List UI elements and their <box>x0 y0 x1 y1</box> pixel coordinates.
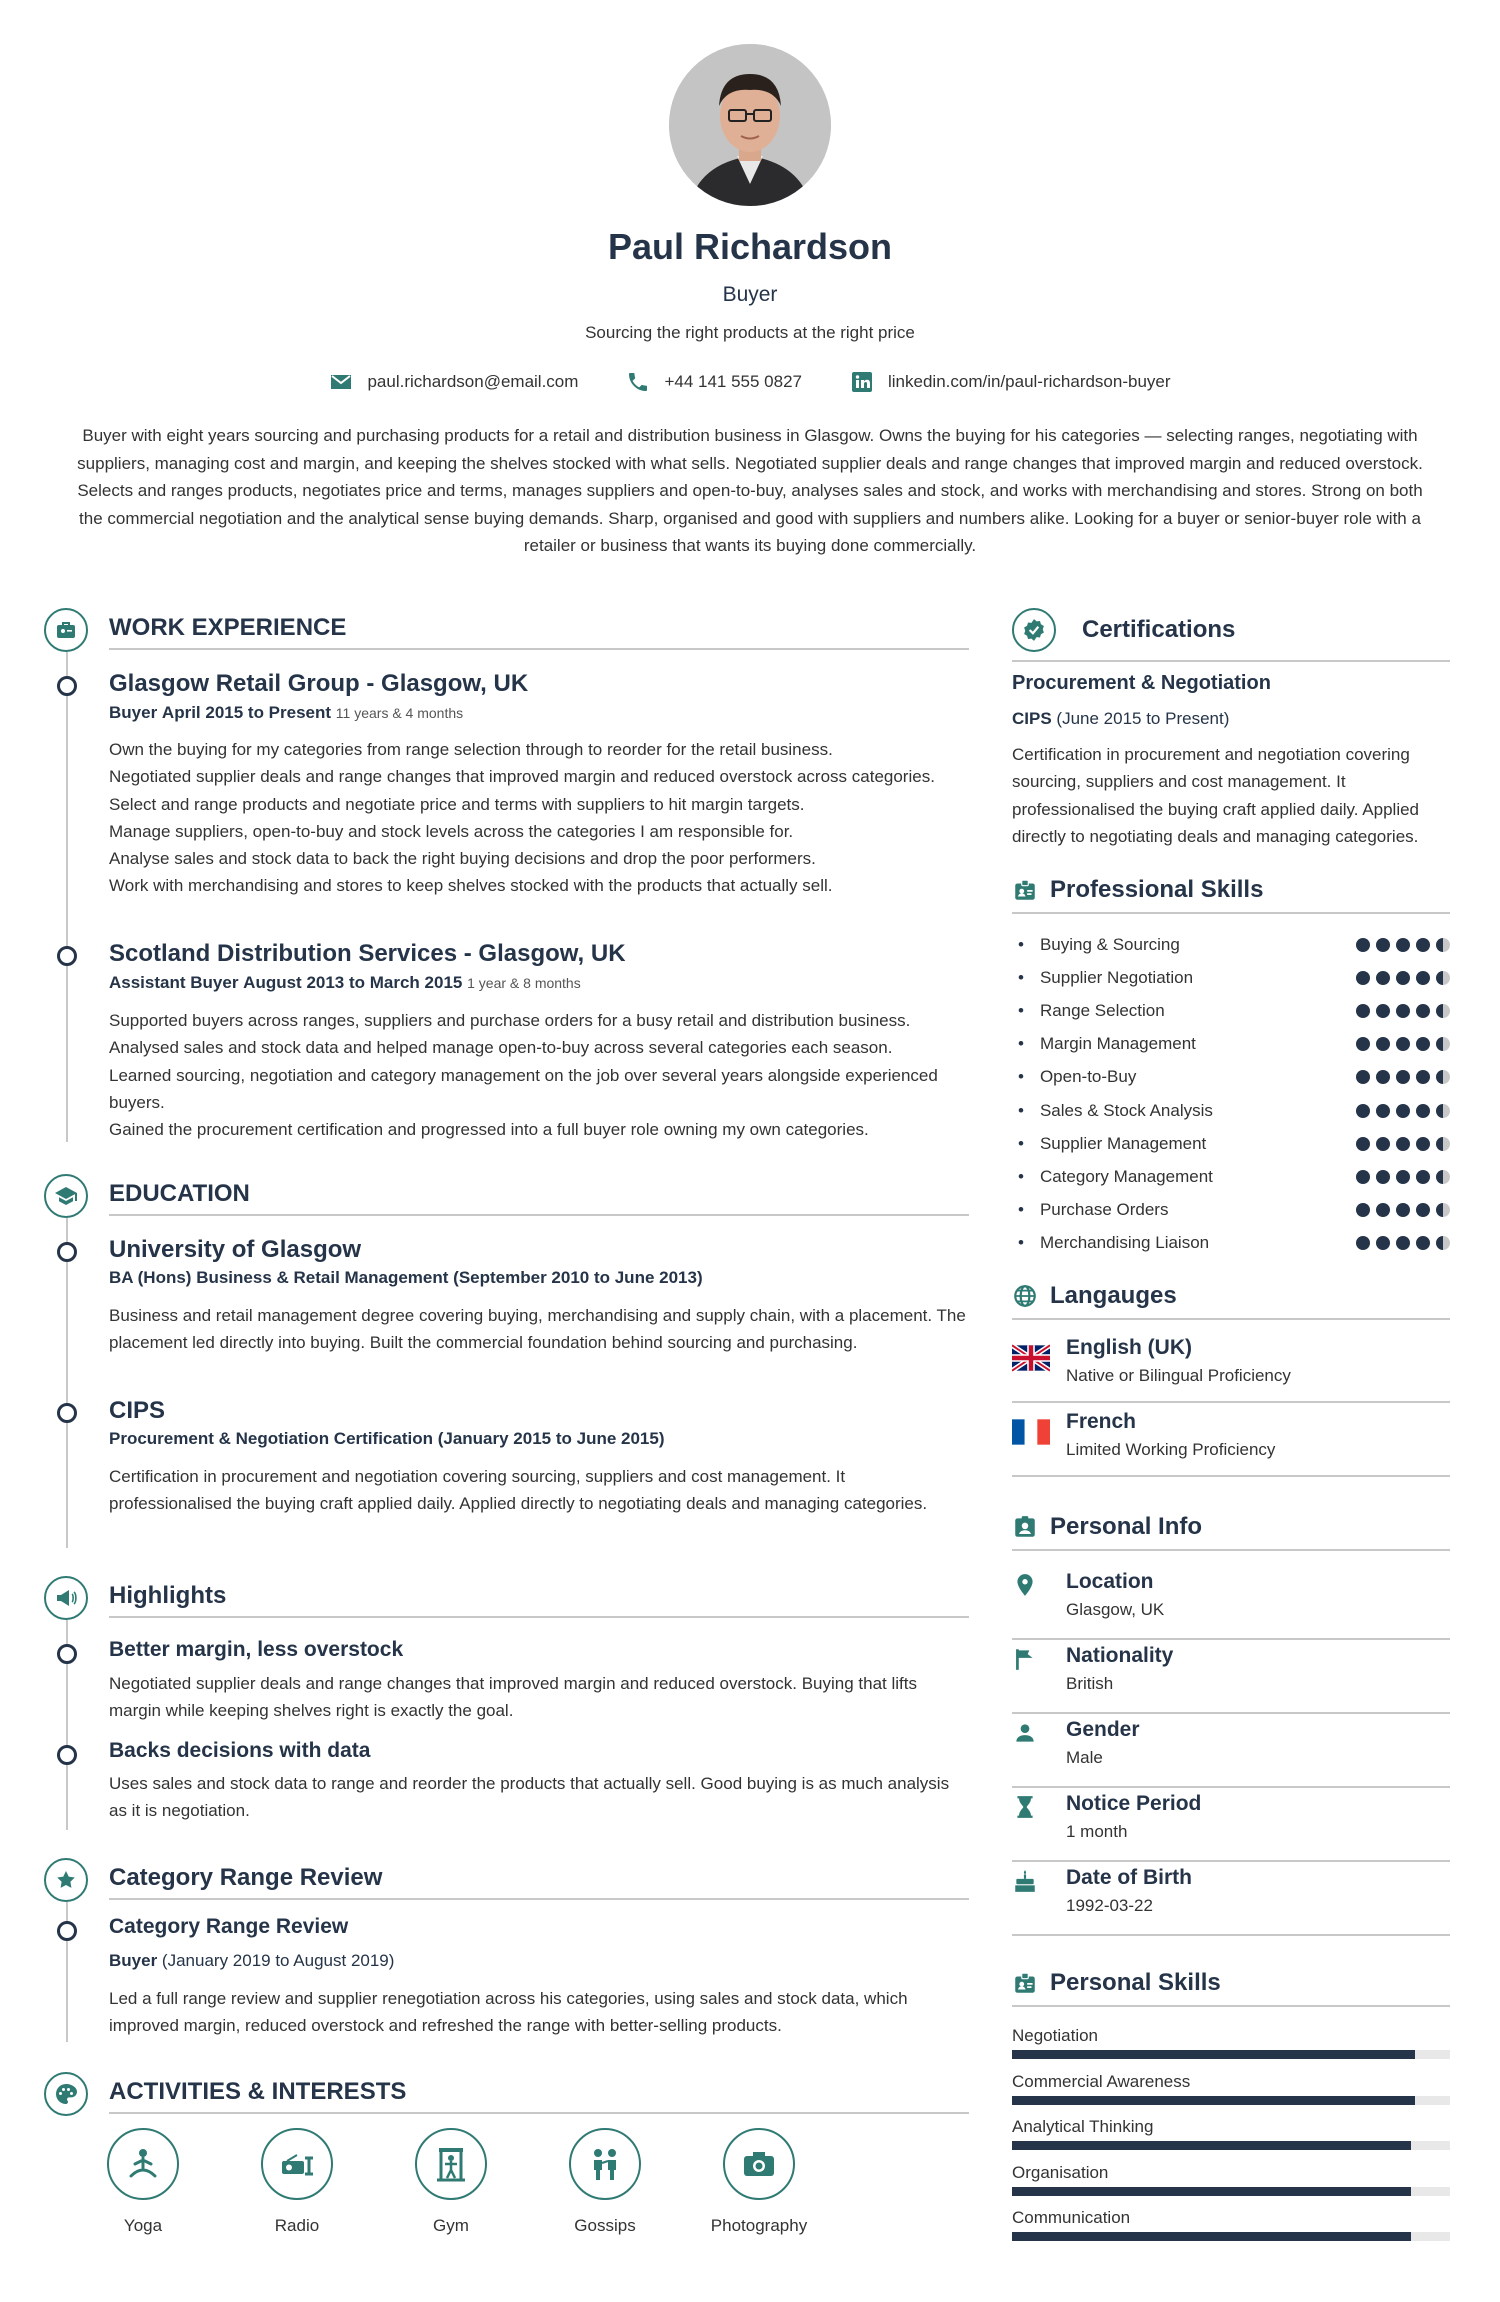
activity-icon-circle <box>415 2128 487 2200</box>
personal-info-label: Date of Birth <box>1066 1866 1192 1889</box>
project-title: Category Range Review <box>109 1915 349 1938</box>
activity-label: Yoga <box>123 2216 163 2235</box>
certification-body: Certification in procurement and negotiation covering sourcing, suppliers and cost management. It professionalised the buying craft applied daily. Applied directly to negotiating deals and managing categories. <box>1012 745 1420 846</box>
rating-dot <box>1356 1137 1370 1151</box>
tagline: Sourcing the right products at the right price <box>585 323 915 342</box>
activity-icon-circle <box>723 2128 795 2200</box>
certification-item <box>1012 672 1452 850</box>
job-position: Buyer <box>109 703 158 722</box>
skill-label: • Open-to-Buy <box>1018 1067 1136 1087</box>
contact-card-icon <box>1012 1514 1038 1540</box>
job-line: Work with merchandising and stores to keep shelves stocked with the products that actually sell. <box>109 876 833 896</box>
rating-dot <box>1396 938 1410 952</box>
job-line: Supported buyers across ranges, suppliers and purchase orders for a busy retail and distribution business. <box>109 1011 911 1030</box>
personal-info-value: Male <box>1066 1748 1103 1767</box>
personal-info-text <box>1066 1644 1173 1694</box>
rating-dot <box>1416 971 1430 985</box>
skill-label: • Margin Management <box>1018 1034 1196 1054</box>
professional-skill-item <box>1018 1094 1450 1127</box>
professional-skill-item <box>1018 1160 1450 1193</box>
activity-item <box>528 2128 682 2236</box>
rating-dot <box>1416 1104 1430 1118</box>
rating-dot <box>1396 1170 1410 1184</box>
rating-dot <box>1356 938 1370 952</box>
contact-bar <box>0 370 1500 394</box>
rating-dot <box>1416 1137 1430 1151</box>
degree-name: BA (Hons) Business & Retail Management <box>109 1268 449 1287</box>
activity-icon-circle <box>261 2128 333 2200</box>
personal-skill-bar <box>1012 2232 1450 2241</box>
rating-dot <box>1396 1070 1410 1084</box>
rating-dot <box>1436 1037 1450 1051</box>
languages-title-text: Langauges <box>1050 1282 1177 1309</box>
personal-info-text <box>1066 1792 1201 1842</box>
camera-icon <box>739 2144 779 2184</box>
job-line: Negotiated supplier deals and range changes that improved margin and reduced overstock across categories. <box>109 767 935 787</box>
candidate-name: Paul Richardson <box>607 226 893 267</box>
professional-skill-item <box>1018 994 1450 1027</box>
language-level: Native or Bilingual Proficiency <box>1066 1366 1291 1385</box>
professional-skills-title-text: Professional Skills <box>1050 876 1264 903</box>
rating-dot <box>1376 1070 1390 1084</box>
gym-icon <box>431 2144 471 2184</box>
timeline-dot <box>57 1644 77 1664</box>
personal-skill-bar <box>1012 2141 1450 2150</box>
rating-dot <box>1376 1037 1390 1051</box>
rating-dot <box>1396 971 1410 985</box>
timeline-dot <box>57 1921 77 1941</box>
linkedin-icon <box>850 370 874 394</box>
highlights-section-icon <box>44 1576 88 1620</box>
professional-skill-item <box>1018 961 1450 994</box>
skill-label: • Sales & Stock Analysis <box>1018 1101 1213 1121</box>
personal-skill-bar-fill <box>1012 2232 1411 2241</box>
personal-info-value: 1992-03-22 <box>1066 1896 1153 1915</box>
language-text <box>1066 1410 1275 1460</box>
project-section-icon <box>44 1858 88 1902</box>
rating-dot <box>1436 1170 1450 1184</box>
personal-skill-item <box>1012 2072 1450 2105</box>
highlights-section-title: Highlights <box>109 1582 969 1618</box>
rating-dot <box>1356 1104 1370 1118</box>
rating-dot <box>1416 1203 1430 1217</box>
personal-skills-title-text: Personal Skills <box>1050 1969 1221 1996</box>
cake-icon <box>1012 1868 1038 1894</box>
candidate-role: Buyer <box>722 283 778 306</box>
personal-info-section-title <box>1012 1513 1450 1551</box>
certification-name: Procurement & Negotiation <box>1012 672 1271 694</box>
rating-dot <box>1356 971 1370 985</box>
france-flag <box>1012 1418 1050 1446</box>
degree-dates: (September 2010 to June 2013) <box>453 1268 703 1287</box>
personal-skill-bar <box>1012 2096 1450 2105</box>
personal-skill-label: Analytical Thinking <box>1012 2117 1154 2136</box>
job-line: Own the buying for my categories from range selection through to reorder for the retail business. <box>109 740 833 759</box>
education-section-title: EDUCATION <box>109 1180 969 1216</box>
personal-info-label: Notice Period <box>1066 1792 1202 1815</box>
rating-dot <box>1436 938 1450 952</box>
job-line: Analyse sales and stock data to back the right buying decisions and drop the poor performers. <box>109 849 816 869</box>
rating-dot <box>1436 1070 1450 1084</box>
skill-rating <box>1356 938 1450 952</box>
job-description <box>109 736 969 900</box>
project-meta <box>109 1951 969 1971</box>
skill-label: • Purchase Orders <box>1018 1200 1168 1220</box>
timeline-dot <box>57 1242 77 1262</box>
rating-dot <box>1356 1170 1370 1184</box>
id-badge-icon <box>1012 877 1038 903</box>
highlight-title: Backs decisions with data <box>109 1739 371 1762</box>
personal-skill-item <box>1012 2163 1450 2196</box>
job-dates: April 2015 to Present <box>161 703 332 722</box>
personal-skill-label: Negotiation <box>1012 2026 1099 2045</box>
work-timeline <box>66 652 68 1142</box>
rating-dot <box>1436 1137 1450 1151</box>
job-duration: 11 years & 4 months <box>335 705 464 721</box>
phone-contact[interactable] <box>626 370 802 394</box>
professional-skills-section-title <box>1012 876 1450 914</box>
highlight-body: Negotiated supplier deals and range changes that improved margin and reduced overstock. Buying that lifts margin while keeping shelves right is exactly the goal. <box>109 1674 917 1721</box>
email-contact[interactable] <box>329 370 578 394</box>
personal-info-text <box>1066 1718 1140 1768</box>
skill-rating <box>1356 1104 1450 1118</box>
rating-dot <box>1356 1236 1370 1250</box>
skill-rating <box>1356 971 1450 985</box>
activity-label: Gossips <box>574 2216 636 2235</box>
activities-list <box>66 2128 836 2236</box>
personal-info-value: Glasgow, UK <box>1066 1600 1165 1619</box>
hourglass-icon <box>1012 1794 1038 1820</box>
skill-rating <box>1356 1170 1450 1184</box>
skill-label: • Supplier Management <box>1018 1134 1206 1154</box>
certifications-section-title <box>1012 608 1450 662</box>
personal-info-text <box>1066 1866 1192 1916</box>
yoga-icon <box>123 2144 163 2184</box>
skill-rating <box>1356 1203 1450 1217</box>
personal-info-item <box>1012 1788 1450 1862</box>
job-dates: August 2013 to March 2015 <box>243 973 463 992</box>
language-text <box>1066 1336 1291 1386</box>
timeline-dot <box>57 676 77 696</box>
languages-section-title <box>1012 1282 1450 1320</box>
gossips-icon <box>585 2144 625 2184</box>
personal-info-item <box>1012 1640 1450 1714</box>
rating-dot <box>1376 1236 1390 1250</box>
rating-dot <box>1376 1137 1390 1151</box>
rating-dot <box>1376 938 1390 952</box>
professional-skill-item <box>1018 1227 1450 1260</box>
rating-dot <box>1376 1104 1390 1118</box>
skill-label: • Supplier Negotiation <box>1018 968 1193 988</box>
rating-dot <box>1416 1070 1430 1084</box>
professional-skill-item <box>1018 928 1450 961</box>
personal-skill-bar-fill <box>1012 2141 1411 2150</box>
id-badge-icon <box>1012 1970 1038 1996</box>
job-line: Manage suppliers, open-to-buy and stock levels across the categories I am responsible for. <box>109 821 794 841</box>
highlight-body: Uses sales and stock data to range and reorder the products that actually sell. Good buying is as much analysis as it is negotiation. <box>109 1774 950 1821</box>
language-item <box>1012 1330 1450 1403</box>
language-name: English (UK) <box>1066 1336 1192 1359</box>
email-icon <box>329 370 353 394</box>
activity-label: Photography <box>710 2216 808 2235</box>
rating-dot <box>1396 1037 1410 1051</box>
activity-icon-circle <box>569 2128 641 2200</box>
rating-dot <box>1376 1004 1390 1018</box>
language-name: French <box>1066 1410 1137 1433</box>
skill-label: • Range Selection <box>1018 1001 1165 1021</box>
personal-skill-label: Commercial Awareness <box>1012 2071 1191 2091</box>
professional-skill-item <box>1018 1028 1450 1061</box>
degree-meta <box>109 1429 969 1449</box>
personal-skill-label: Organisation <box>1012 2162 1109 2182</box>
rating-dot <box>1416 1004 1430 1018</box>
activity-item <box>66 2128 220 2236</box>
rating-dot <box>1396 1004 1410 1018</box>
skill-label: • Category Management <box>1018 1167 1213 1187</box>
personal-info-item <box>1012 1862 1450 1936</box>
job-line: Analysed sales and stock data and helped manage open-to-buy across several categories each season. <box>109 1038 893 1058</box>
project-section-title: Category Range Review <box>109 1864 969 1900</box>
activity-item <box>682 2128 836 2236</box>
skill-label: • Buying & Sourcing <box>1018 935 1180 955</box>
activity-item <box>220 2128 374 2236</box>
badge-check-icon <box>1021 617 1047 643</box>
education-description: Business and retail management degree covering buying, merchandising and supply chain, with a placement. The placement led directly into buying. Built the commercial foundation behind sourcing and purchasing. <box>109 1306 966 1353</box>
skill-rating <box>1356 1004 1450 1018</box>
activity-icon-circle <box>107 2128 179 2200</box>
personal-info-item <box>1012 1566 1450 1640</box>
personal-skill-bar <box>1012 2187 1450 2196</box>
rating-dot <box>1416 938 1430 952</box>
project-dates: (January 2019 to August 2019) <box>161 1951 395 1970</box>
certification-issuer: CIPS <box>1012 709 1052 728</box>
rating-dot <box>1356 1037 1370 1051</box>
rating-dot <box>1436 1203 1450 1217</box>
rating-dot <box>1376 971 1390 985</box>
highlight-title: Better margin, less overstock <box>109 1638 404 1661</box>
activities-section-icon <box>44 2072 88 2116</box>
uk-flag <box>1012 1344 1050 1372</box>
rating-dot <box>1376 1203 1390 1217</box>
language-level: Limited Working Proficiency <box>1066 1440 1276 1459</box>
rating-dot <box>1356 1203 1370 1217</box>
personal-skill-item <box>1012 2026 1450 2059</box>
degree-dates: (January 2015 to June 2015) <box>437 1429 665 1448</box>
job-duration: 1 year & 8 months <box>467 975 581 991</box>
timeline-dot <box>57 946 77 966</box>
personal-skill-bar-fill <box>1012 2050 1415 2059</box>
timeline-dot <box>57 1403 77 1423</box>
location-pin-icon <box>1012 1572 1038 1598</box>
activity-label: Gym <box>433 2216 469 2235</box>
rating-dot <box>1396 1104 1410 1118</box>
skill-rating <box>1356 1037 1450 1051</box>
rating-dot <box>1416 1037 1430 1051</box>
personal-info-label: Nationality <box>1066 1644 1174 1667</box>
personal-info-label: Location <box>1066 1570 1154 1593</box>
personal-info-text <box>1066 1570 1164 1620</box>
job-line: Select and range products and negotiate price and terms with suppliers to hit margin targets. <box>109 794 805 814</box>
globe-icon <box>1012 1283 1038 1309</box>
rating-dot <box>1436 971 1450 985</box>
rating-dot <box>1356 1070 1370 1084</box>
phone-text: +44 141 555 0827 <box>664 372 802 391</box>
person-icon <box>1012 1720 1038 1746</box>
rating-dot <box>1396 1203 1410 1217</box>
briefcase-icon <box>54 618 78 642</box>
professional-skill-item <box>1018 1127 1450 1160</box>
graduation-cap-icon <box>54 1184 78 1208</box>
skill-label: • Merchandising Liaison <box>1018 1233 1209 1253</box>
professional-skill-item <box>1018 1061 1450 1094</box>
professional-skill-item <box>1018 1194 1450 1227</box>
project-body: Led a full range review and supplier renegotiation across his categories, using sales and stock data, which improved margin, reduced overstock and refreshed the range with better-selling products. <box>109 1989 908 2036</box>
degree-meta <box>109 1268 969 1288</box>
skill-rating <box>1356 1137 1450 1151</box>
rating-dot <box>1436 1004 1450 1018</box>
personal-info-label: Gender <box>1066 1718 1140 1741</box>
school-name: University of Glasgow <box>109 1236 362 1263</box>
personal-info-title-text: Personal Info <box>1050 1513 1203 1540</box>
personal-skill-bar-fill <box>1012 2187 1411 2196</box>
job-company: Glasgow Retail Group - Glasgow, UK <box>109 670 529 697</box>
email-text: paul.richardson@email.com <box>367 372 579 391</box>
activities-section-title: ACTIVITIES & INTERESTS <box>109 2078 969 2114</box>
work-section-icon <box>44 608 88 652</box>
rating-dot <box>1396 1236 1410 1250</box>
certifications-title-text: Certifications <box>1082 616 1236 643</box>
job-description <box>109 1007 969 1143</box>
job-meta <box>109 703 969 723</box>
timeline-dot <box>57 1745 77 1765</box>
personal-skill-item <box>1012 2117 1450 2150</box>
activity-label: Radio <box>274 2216 320 2235</box>
star-icon <box>54 1868 78 1892</box>
personal-skill-bar-fill <box>1012 2096 1415 2105</box>
certification-meta <box>1012 709 1452 729</box>
rating-dot <box>1416 1170 1430 1184</box>
job-company: Scotland Distribution Services - Glasgow, UK <box>109 940 626 967</box>
personal-info-item <box>1012 1714 1450 1788</box>
activity-item <box>374 2128 528 2236</box>
certifications-section-icon <box>1012 608 1056 652</box>
personal-info-value: British <box>1066 1674 1114 1693</box>
personal-skills-section-title <box>1012 1969 1450 2007</box>
personal-info-value: 1 month <box>1066 1822 1128 1841</box>
certification-dates: (June 2015 to Present) <box>1056 709 1230 728</box>
personal-skill-label: Communication <box>1012 2208 1131 2227</box>
job-line: Learned sourcing, negotiation and category management on the job over several years alongside experienced buyers. <box>109 1065 938 1112</box>
rating-dot <box>1436 1236 1450 1250</box>
profile-summary: Buyer with eight years sourcing and purchasing products for a retail and distribution business in Glasgow. Owns the buying for his categories — selecting ranges, negotiating with suppliers, managing cost and margin, and keeping the shelves stocked with what sells. Negotiated supplier deals and range changes that improved margin and reduced overstock. Selects and ranges products, negotiates price and terms, manages suppliers and open-to-buy, analyses sales and stock, and works with merchandising and stores. Strong on both the commercial negotiation and the analytical sense buying demands. Sharp, organised and good with suppliers and numbers alike. Looking for a buyer or senior-buyer role with a retailer or business that wants its buying done commercially. <box>77 426 1423 555</box>
profile-photo <box>669 44 831 206</box>
linkedin-text: linkedin.com/in/paul-richardson-buyer <box>888 372 1171 391</box>
rating-dot <box>1376 1170 1390 1184</box>
rating-dot <box>1436 1104 1450 1118</box>
school-name: CIPS <box>109 1397 166 1424</box>
project-role: Buyer <box>109 1951 158 1970</box>
job-position: Assistant Buyer <box>109 973 239 992</box>
language-item <box>1012 1404 1450 1477</box>
skill-rating <box>1356 1070 1450 1084</box>
rating-dot <box>1416 1236 1430 1250</box>
education-description: Certification in procurement and negotiation covering sourcing, suppliers and cost management. It professionalised the buying craft applied daily. Applied directly to negotiating deals and managing categories. <box>109 1467 928 1514</box>
palette-icon <box>54 2082 78 2106</box>
degree-name: Procurement & Negotiation Certification <box>109 1429 433 1448</box>
education-timeline <box>66 1218 68 1548</box>
personal-skill-item <box>1012 2208 1450 2241</box>
skill-rating <box>1356 1236 1450 1250</box>
rating-dot <box>1396 1137 1410 1151</box>
linkedin-contact[interactable] <box>850 370 1171 394</box>
work-section-title: WORK EXPERIENCE <box>109 614 969 650</box>
phone-icon <box>626 370 650 394</box>
education-section-icon <box>44 1174 88 1218</box>
job-line: Gained the procurement certification and progressed into a full buyer role owning my own categories. <box>109 1120 869 1140</box>
rating-dot <box>1356 1004 1370 1018</box>
job-meta <box>109 973 969 993</box>
flag-icon <box>1012 1646 1038 1672</box>
megaphone-icon <box>54 1586 78 1610</box>
personal-skill-bar <box>1012 2050 1450 2059</box>
radio-icon <box>277 2144 317 2184</box>
